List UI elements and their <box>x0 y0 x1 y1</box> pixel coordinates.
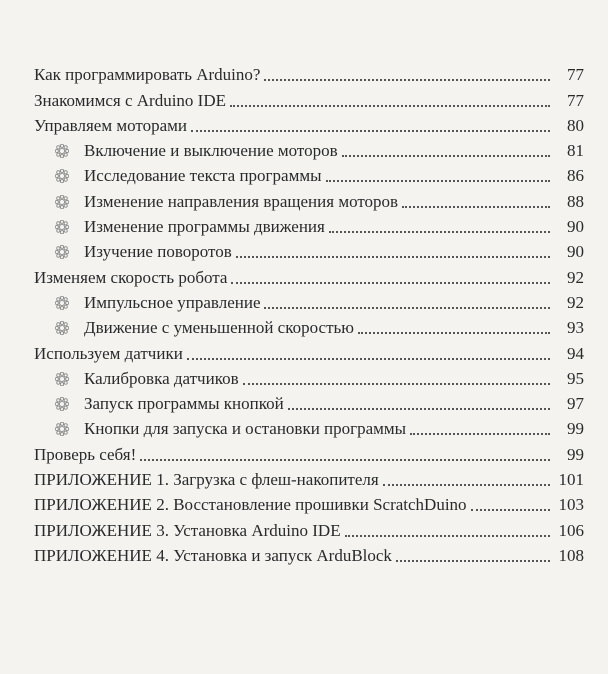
toc-entry <box>34 136 584 161</box>
toc-entry-title: Проверь себя! <box>34 444 137 464</box>
toc-entry-title: Управляем моторами <box>34 115 187 135</box>
dot-leader <box>231 282 550 284</box>
dot-leader <box>230 105 550 107</box>
dot-leader <box>288 408 550 410</box>
toc-entry-page-number: 86 <box>567 166 584 186</box>
toc-entry-page-number: 95 <box>567 368 584 388</box>
gear-icon <box>55 195 69 209</box>
toc-entry-title: Изучение поворотов <box>84 242 232 262</box>
toc-entry <box>34 313 584 338</box>
toc-entry-title: Изменяем скорость робота <box>34 267 228 287</box>
toc-entry <box>34 541 584 566</box>
toc-entry-title: Движение с уменьшенной скоростью <box>84 318 354 338</box>
toc-entry-title: Запуск программы кнопкой <box>84 394 284 414</box>
table-of-contents <box>34 60 584 566</box>
toc-entry-title: Исследование текста программы <box>84 166 322 186</box>
toc-entry-title: ПРИЛОЖЕНИЕ 1. Загрузка с флеш-накопителя <box>34 470 379 490</box>
gear-icon <box>55 372 69 386</box>
dot-leader <box>471 509 550 511</box>
dot-leader <box>402 206 550 208</box>
dot-leader <box>345 535 550 537</box>
toc-entry-title: Изменение программы движения <box>84 217 325 237</box>
gear-icon <box>55 422 69 436</box>
toc-entry <box>34 364 584 389</box>
toc-entry <box>34 85 584 110</box>
toc-entry-page-number: 94 <box>567 343 584 363</box>
toc-entry <box>34 186 584 211</box>
toc-entry-title: Кнопки для запуска и остановки программы <box>84 419 407 439</box>
toc-entry-title: Изменение направления вращения моторов <box>84 191 399 211</box>
dot-leader <box>140 459 550 461</box>
toc-entry-page-number: 108 <box>558 545 584 565</box>
toc-entry <box>34 465 584 490</box>
gear-icon <box>55 144 69 158</box>
toc-entry-title: ПРИЛОЖЕНИЕ 3. Установка Arduino IDE <box>34 520 341 540</box>
toc-entry-page-number: 77 <box>567 65 584 85</box>
toc-entry <box>34 414 584 439</box>
dot-leader <box>342 155 550 157</box>
dot-leader <box>383 484 550 486</box>
dot-leader <box>264 307 550 309</box>
gear-icon <box>55 296 69 310</box>
dot-leader <box>396 560 550 562</box>
toc-entry-title: Включение и выключение моторов <box>84 141 338 161</box>
dot-leader <box>326 180 550 182</box>
toc-entry-page-number: 81 <box>567 141 584 161</box>
gear-icon <box>55 220 69 234</box>
toc-entry-title: Калибровка датчиков <box>84 368 239 388</box>
toc-entry <box>34 439 584 464</box>
toc-entry <box>34 338 584 363</box>
gear-icon <box>55 169 69 183</box>
dot-leader <box>410 433 550 435</box>
gear-icon <box>55 321 69 335</box>
toc-entry-title: Как программировать Arduino? <box>34 65 261 85</box>
toc-entry <box>34 288 584 313</box>
toc-entry-page-number: 99 <box>567 444 584 464</box>
toc-entry-page-number: 88 <box>567 191 584 211</box>
toc-entry-page-number: 103 <box>558 495 584 515</box>
toc-entry-title: ПРИЛОЖЕНИЕ 2. Восстановление прошивки ScratchDuino <box>34 495 467 515</box>
toc-entry-page-number: 90 <box>567 242 584 262</box>
toc-entry-title: Импульсное управление <box>84 292 261 312</box>
toc-entry-page-number: 92 <box>567 292 584 312</box>
dot-leader <box>191 130 550 132</box>
toc-entry-page-number: 77 <box>567 90 584 110</box>
gear-icon <box>55 397 69 411</box>
toc-entry <box>34 262 584 287</box>
dot-leader <box>243 383 550 385</box>
dot-leader <box>187 358 550 360</box>
toc-entry-title: Знакомимся с Arduino IDE <box>34 90 226 110</box>
toc-entry <box>34 111 584 136</box>
toc-entry-page-number: 93 <box>567 318 584 338</box>
dot-leader <box>358 332 550 334</box>
toc-entry <box>34 490 584 515</box>
dot-leader <box>264 79 550 81</box>
toc-entry <box>34 389 584 414</box>
toc-entry-page-number: 90 <box>567 217 584 237</box>
toc-entry-page-number: 80 <box>567 115 584 135</box>
toc-entry-page-number: 101 <box>558 470 584 490</box>
dot-leader <box>236 256 550 258</box>
dot-leader <box>329 231 550 233</box>
toc-entry <box>34 515 584 540</box>
toc-entry-page-number: 92 <box>567 267 584 287</box>
toc-entry <box>34 60 584 85</box>
gear-icon <box>55 245 69 259</box>
toc-entry <box>34 212 584 237</box>
toc-entry <box>34 161 584 186</box>
toc-entry <box>34 237 584 262</box>
toc-entry-title: ПРИЛОЖЕНИЕ 4. Установка и запуск ArduBlock <box>34 545 392 565</box>
toc-entry-title: Используем датчики <box>34 343 183 363</box>
toc-entry-page-number: 97 <box>567 394 584 414</box>
toc-entry-page-number: 106 <box>558 520 584 540</box>
toc-entry-page-number: 99 <box>567 419 584 439</box>
